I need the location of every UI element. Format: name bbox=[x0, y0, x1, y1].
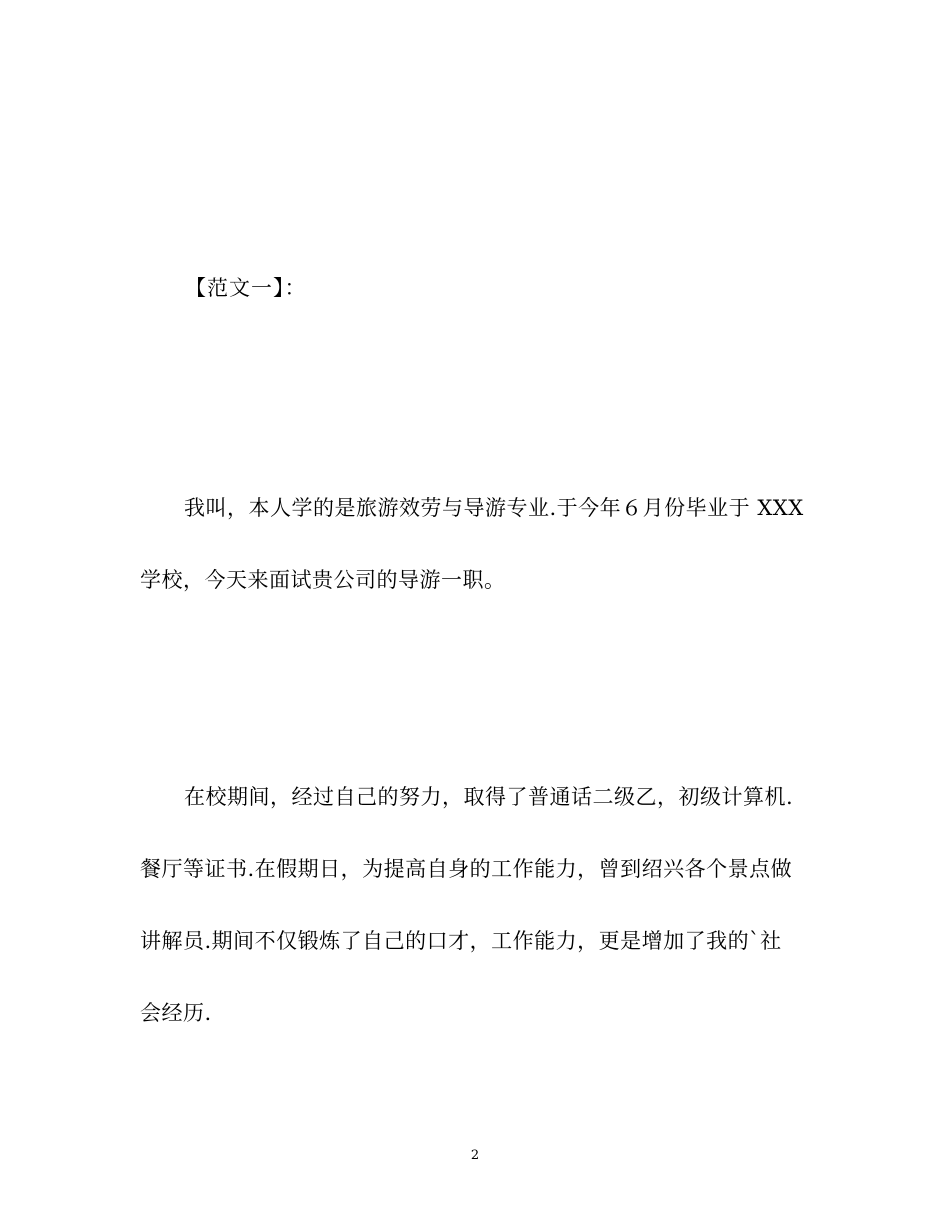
paragraph-introduction bbox=[140, 472, 820, 616]
paragraph-line: 学校，今天来面试贵公司的导游一职。 bbox=[140, 568, 506, 592]
paragraph-line: 讲解员.期间不仅锻炼了自己的口才，工作能力，更是增加了我的`社 bbox=[140, 929, 782, 953]
paragraph-line: 餐厅等证书.在假期日，为提高自身的工作能力，曾到绍兴各个景点做 bbox=[140, 857, 793, 881]
page-number: 2 bbox=[470, 1148, 480, 1163]
paragraph-line: 在校期间，经过自己的努力，取得了普通话二级乙，初级计算机. bbox=[184, 785, 794, 809]
section-heading: 【范文一】： bbox=[185, 276, 307, 300]
paragraph-line: 会经历. bbox=[140, 1001, 212, 1025]
paragraph-line: 我叫，本人学的是旅游效劳与导游专业.于今年６月份毕业于 XXX bbox=[184, 496, 804, 520]
paragraph-school-experience bbox=[140, 761, 820, 1049]
